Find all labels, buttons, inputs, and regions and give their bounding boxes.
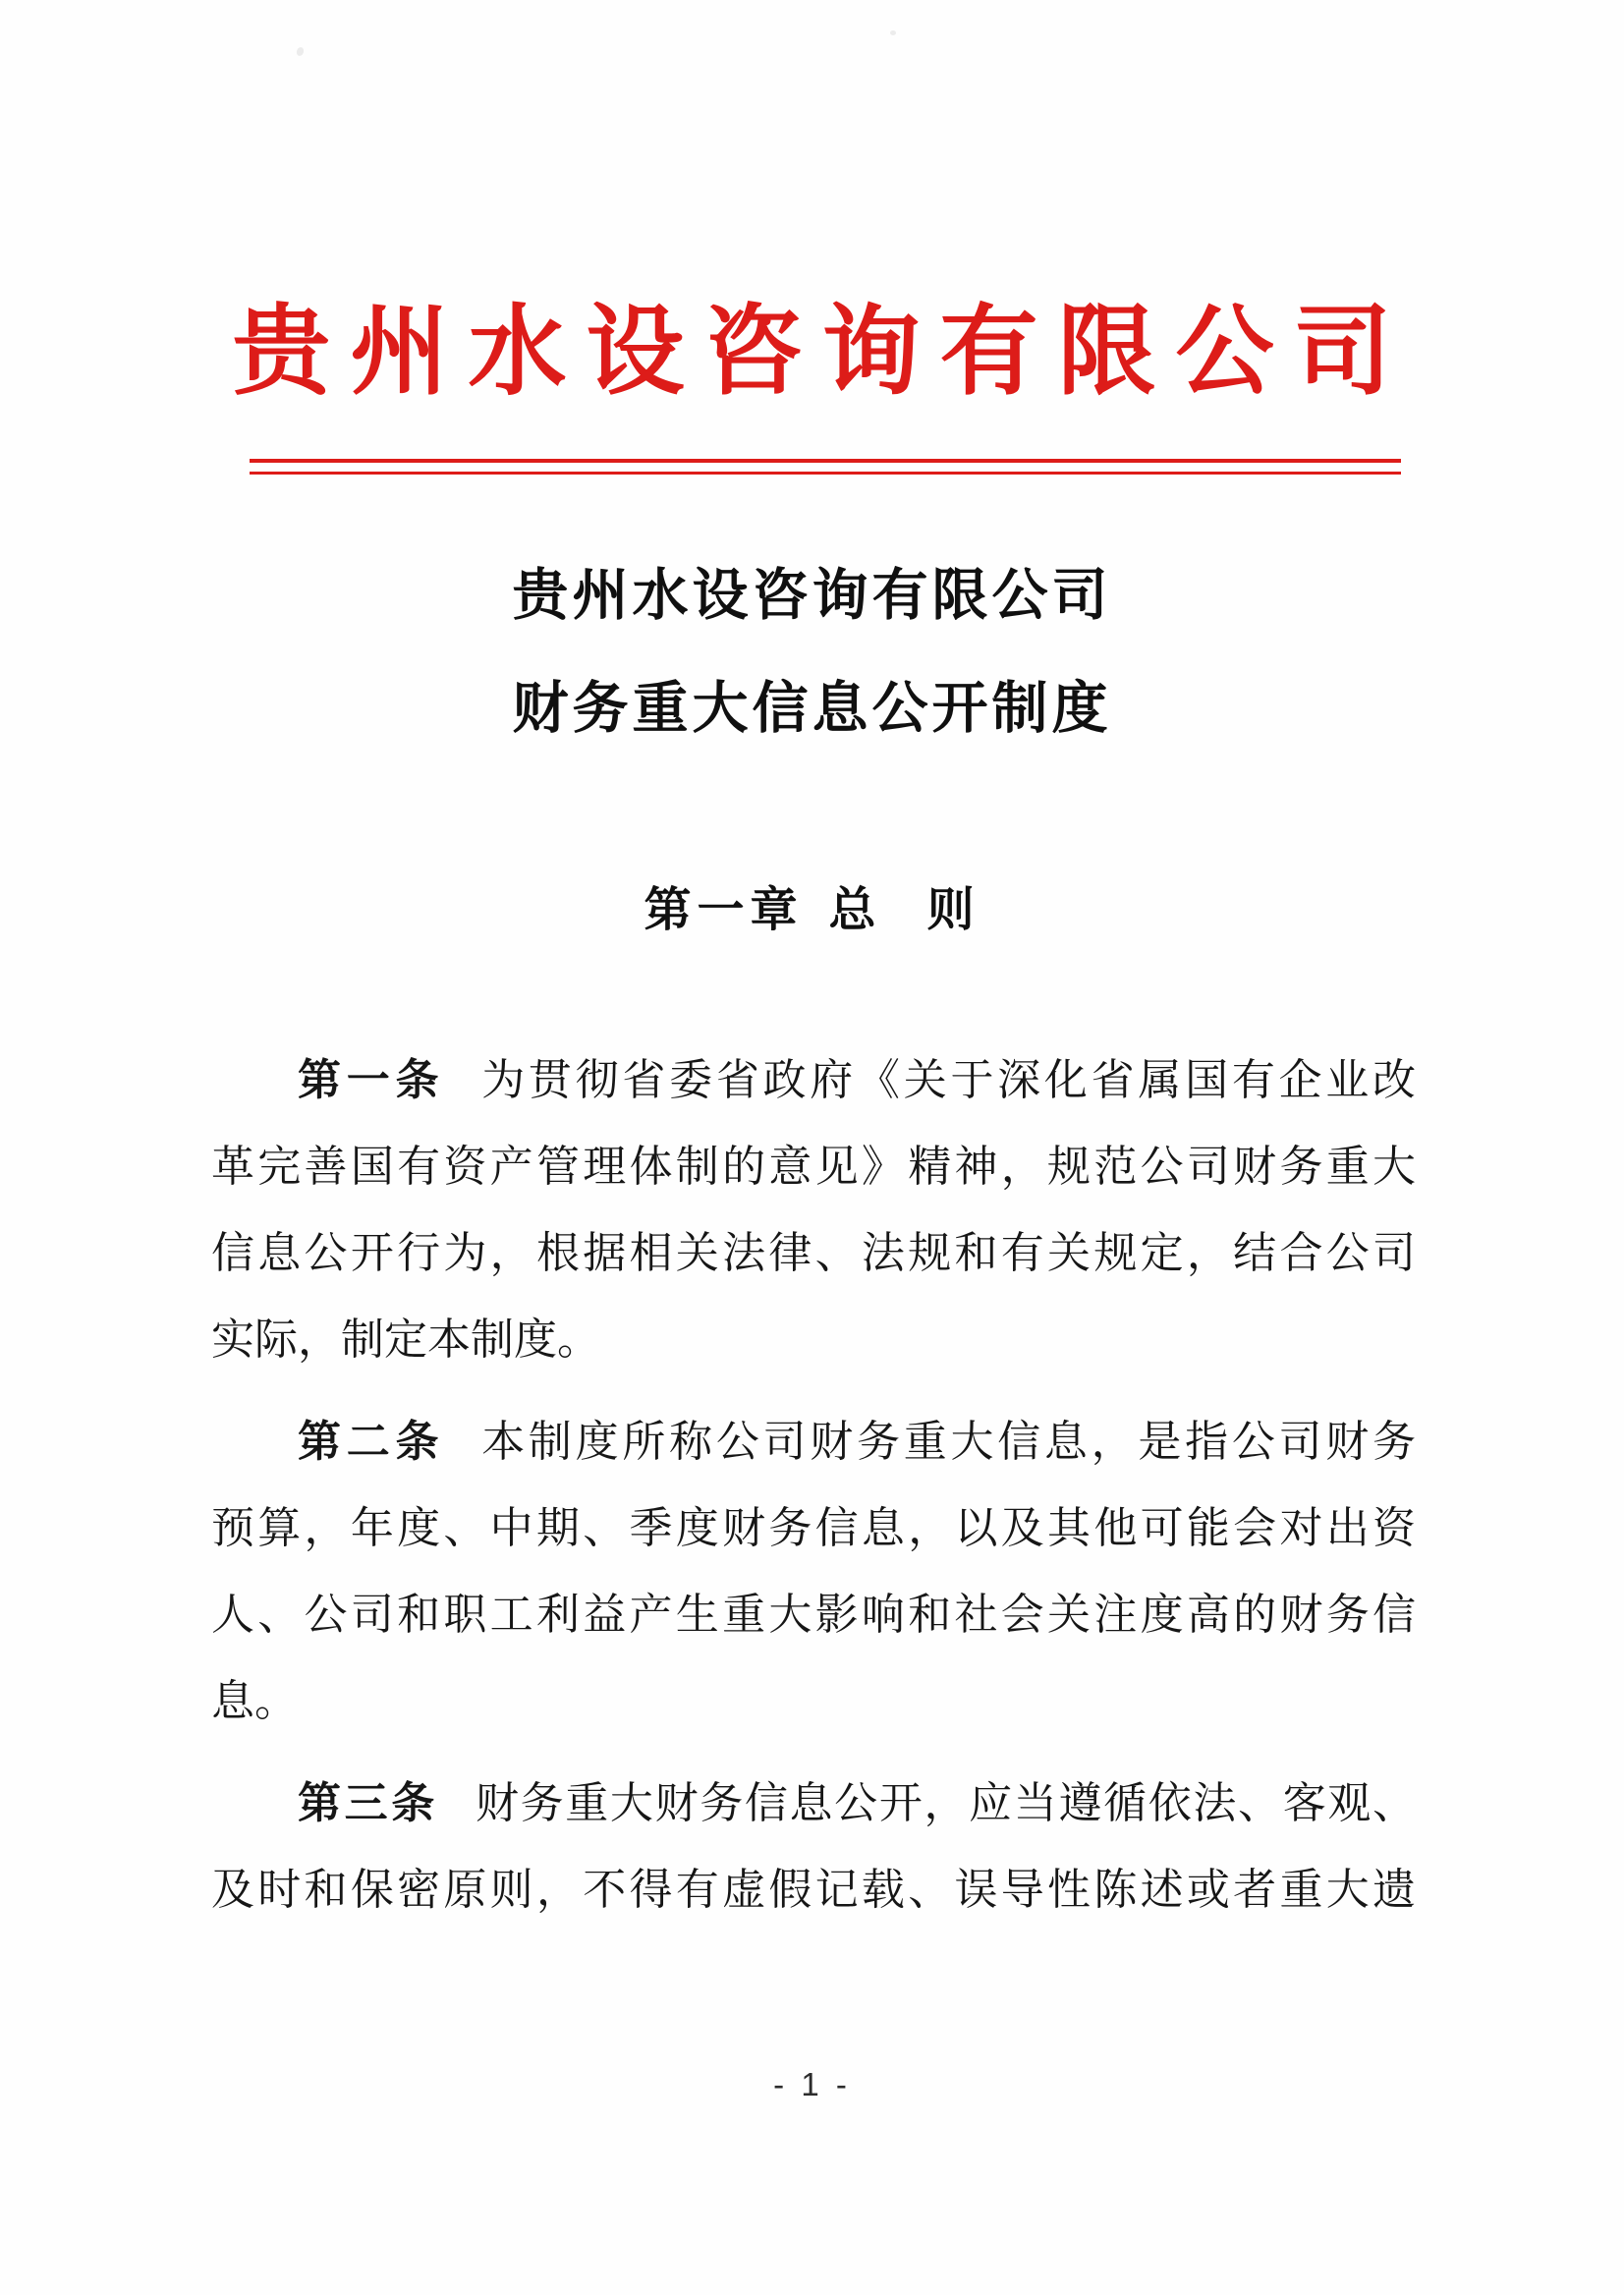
paragraph-line [211, 1761, 1416, 1847]
paragraph-line [211, 1037, 1416, 1124]
document-title-line-1: 贵州水设咨询有限公司 [512, 564, 1112, 627]
letterhead-company-title: 贵州水设咨询有限公司 [232, 297, 1412, 407]
paragraph-line [211, 1399, 1416, 1485]
page-number: - 1 - [773, 2066, 851, 2102]
article-3-label: 第三条 [298, 1779, 438, 1827]
scan-speck [890, 30, 896, 35]
document-title-line-2: 财务重大信息公开制度 [512, 677, 1112, 740]
paragraph-line: 息。 [211, 1677, 298, 1725]
letterhead-divider-top [250, 459, 1401, 463]
paragraph-line: 信息公开行为，根据相关法律、法规和有关规定，结合公司 [211, 1229, 1416, 1277]
scan-speck [296, 46, 306, 57]
paragraph-line: 人、公司和职工利益产生重大影响和社会关注度高的财务信 [211, 1591, 1416, 1639]
paragraph-line: 革完善国有资产管理体制的意见》精神，规范公司财务重大 [211, 1143, 1416, 1191]
document-title [0, 564, 1624, 794]
paragraph-line: 预算，年度、中期、季度财务信息，以及其他可能会对出资 [211, 1504, 1416, 1552]
article-2-label: 第二条 [298, 1418, 445, 1466]
chapter-name-char-1: 总 [828, 884, 882, 936]
article-2 [211, 1399, 1416, 1745]
document-body [211, 1037, 1416, 1949]
paragraph-line: 实际，制定本制度。 [211, 1315, 600, 1364]
letterhead-divider-bottom [250, 472, 1401, 475]
line-text: 本制度所称公司财务重大信息，是指公司财务 [481, 1418, 1417, 1466]
chapter-heading [0, 884, 1624, 936]
line-text: 财务重大财务信息公开，应当遵循依法、客观、 [475, 1779, 1417, 1827]
article-1 [211, 1037, 1416, 1383]
chapter-name-char-2: 则 [926, 884, 980, 936]
paragraph-line: 及时和保密原则，不得有虚假记载、误导性陈述或者重大遗 [211, 1866, 1416, 1914]
chapter-number: 第一章 [644, 884, 804, 936]
line-text: 为贯彻省委省政府《关于深化省属国有企业改 [481, 1056, 1417, 1104]
article-3 [211, 1761, 1416, 1933]
article-1-label: 第一条 [298, 1056, 445, 1104]
